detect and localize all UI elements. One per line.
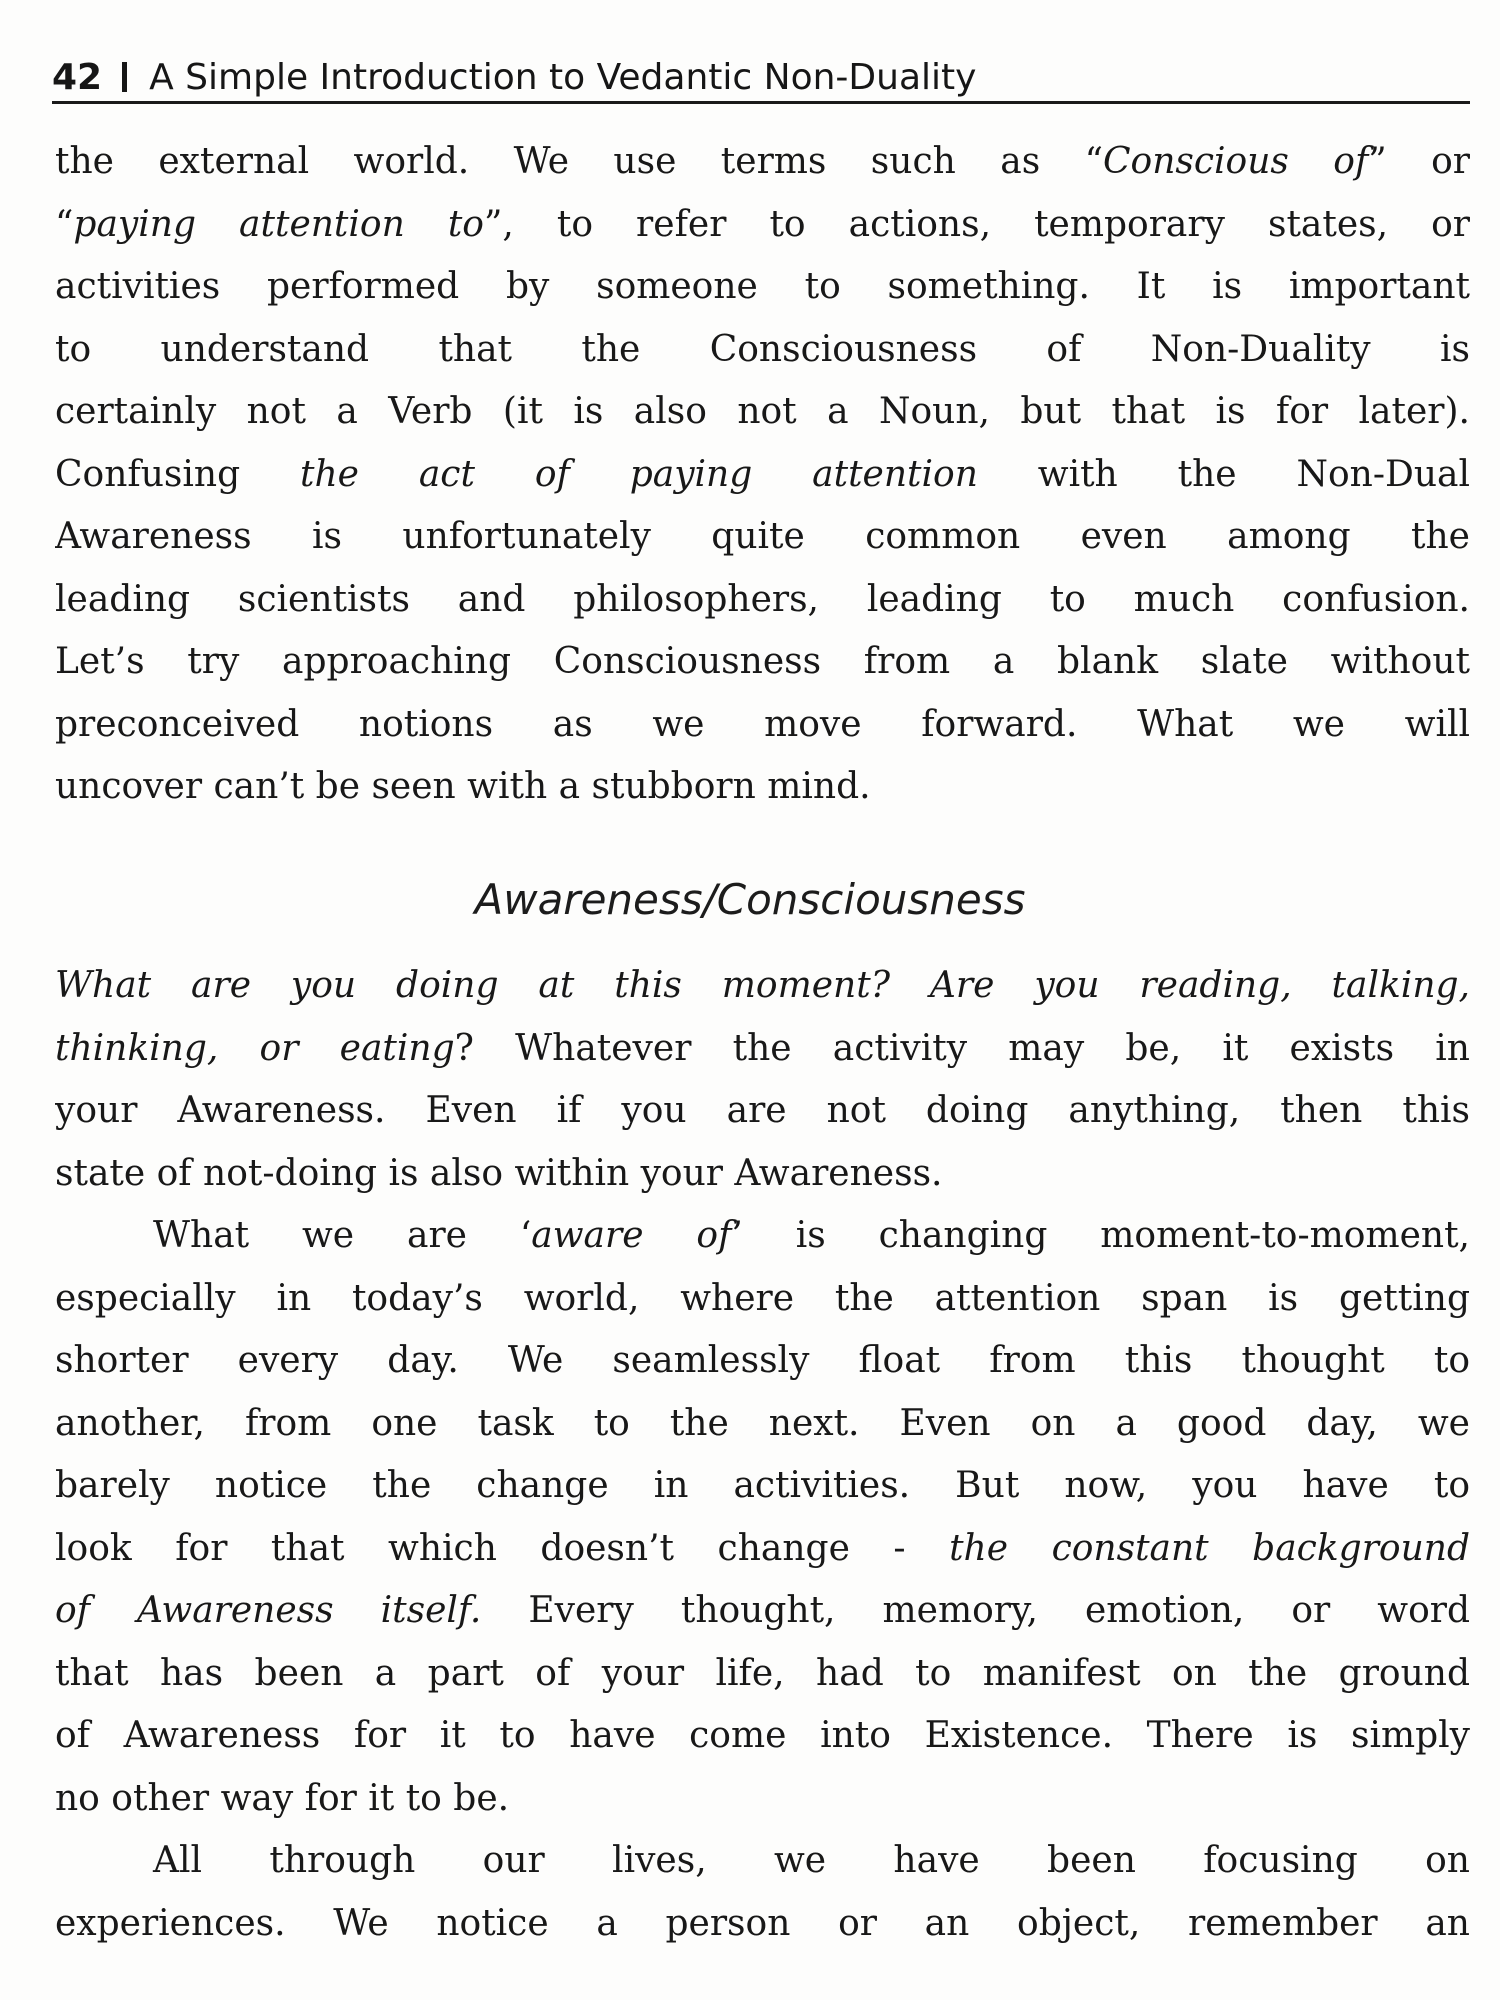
text-line: Confusing the act of paying attention with the Non-Dual <box>55 453 1470 495</box>
text-line: What are you doing at this moment? Are you reading, talking, <box>55 965 1470 1006</box>
text-line: “paying attention to”, to refer to actions, temporary states, or <box>55 203 1470 245</box>
text-line: What we are ‘aware of’ is changing moment-to-moment, <box>153 1215 1470 1256</box>
text-line: your Awareness. Even if you are not doing anything, then this <box>55 1090 1470 1131</box>
text-line: preconceived notions as we move forward. What we will <box>55 703 1470 745</box>
text-line: activities performed by someone to something. It is important <box>55 266 1470 307</box>
text-line: All through our lives, we have been focusing on <box>153 1840 1470 1881</box>
running-header <box>52 55 1470 104</box>
text-line: especially in today’s world, where the attention span is getting <box>55 1277 1470 1319</box>
text-line: experiences. We notice a person or an object, remember an <box>55 1902 1470 1944</box>
text-line: shorter every day. We seamlessly float from this thought to <box>55 1340 1470 1381</box>
section-heading: Awareness/Consciousness <box>474 875 1026 924</box>
text-line: barely notice the change in activities. But now, you have to <box>55 1465 1470 1506</box>
paragraph-continuation <box>55 131 1470 819</box>
header-separator <box>122 62 127 92</box>
text-line: no other way for it to be. <box>55 1777 510 1819</box>
text-line: of Awareness for it to have come into Existence. There is simply <box>55 1715 1470 1756</box>
text-line: the external world. We use terms such as “Conscious of” or <box>55 141 1470 182</box>
page-number: 42 <box>52 57 103 98</box>
text-line: Awareness is unfortunately quite common even among the <box>55 516 1470 557</box>
text-line: look for that which doesn’t change - the constant background <box>55 1527 1470 1569</box>
text-line: of Awareness itself. Every thought, memory, emotion, or word <box>55 1590 1470 1631</box>
text-line: leading scientists and philosophers, leading to much confusion. <box>55 578 1470 620</box>
text-line: thinking, or eating? Whatever the activity may be, it exists in <box>55 1027 1470 1069</box>
text-line: Let’s try approaching Consciousness from a blank slate without <box>55 641 1470 682</box>
text-line: uncover can’t be seen with a stubborn mind. <box>55 766 871 807</box>
text-line: to understand that the Consciousness of Non-Duality is <box>55 328 1470 370</box>
text-line: that has been a part of your life, had to manifest on the ground <box>55 1652 1470 1694</box>
text-line: certainly not a Verb (it is also not a Noun, but that is for later). <box>55 391 1470 432</box>
text-line: state of not-doing is also within your Awareness. <box>55 1152 943 1194</box>
text-line: another, from one task to the next. Even on a good day, we <box>55 1402 1470 1444</box>
section-body <box>55 955 1470 1955</box>
book-title: A Simple Introduction to Vedantic Non-Duality <box>149 57 977 98</box>
